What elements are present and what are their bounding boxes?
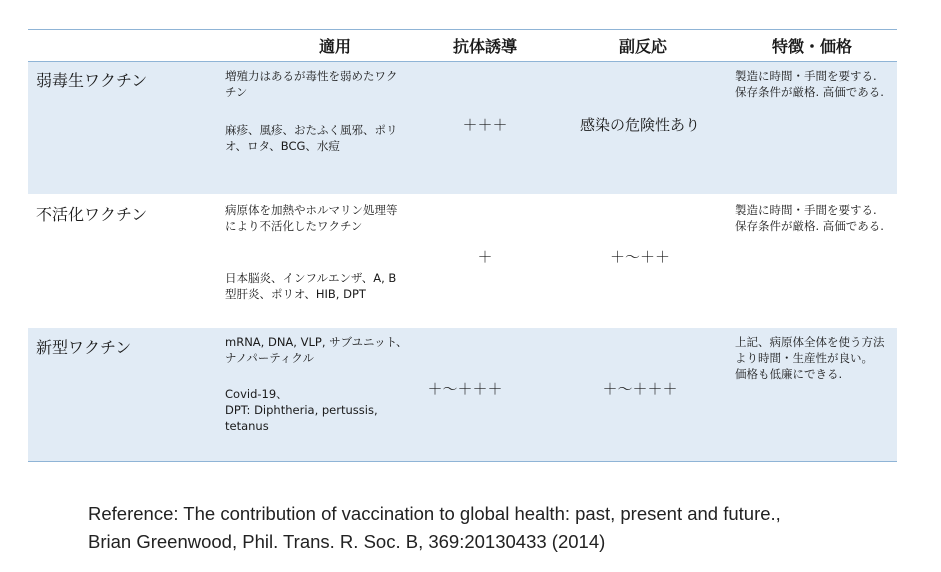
cell-antibody-inactivated: ＋ bbox=[477, 248, 493, 266]
cell-side-effect-new: ＋～＋＋＋ bbox=[602, 380, 678, 398]
cell-application-examples-inactivated: 日本脳炎、インフルエンザ、A, B 型肝炎、ポリオ、HIB, DPT bbox=[225, 271, 397, 301]
cell-application-examples-new: Covid-19、 DPT: Diphtheria, pertussis, tetanus bbox=[225, 387, 378, 433]
reference-line-2: Brian Greenwood, Phil. Trans. R. Soc. B, 369:20130433 (2014) bbox=[88, 531, 606, 552]
reference-citation bbox=[88, 500, 781, 556]
header-side-effect: 副反応 bbox=[618, 37, 667, 56]
row-name-live: 弱毒生ワクチン bbox=[36, 71, 148, 90]
row-name-inactivated: 不活化ワクチン bbox=[36, 205, 148, 224]
header-feature-price: 特徴・価格 bbox=[771, 37, 852, 56]
cell-antibody-new: ＋～＋＋＋ bbox=[427, 380, 503, 398]
cell-application-desc-new: mRNA, DNA, VLP, サブユニット、ナノパーティクル bbox=[225, 335, 408, 365]
table-top-rule bbox=[28, 29, 897, 30]
row-name-new: 新型ワクチン bbox=[36, 338, 132, 357]
header-rule bbox=[28, 61, 897, 62]
cell-feature-live: 製造に時間・手間を要する. 保存条件が厳格. 高価である. bbox=[735, 69, 884, 99]
cell-application-desc-live: 増殖力はあるが毒性を弱めたワクチン bbox=[225, 69, 398, 99]
header-antibody: 抗体誘導 bbox=[452, 37, 517, 56]
cell-feature-new: 上記、病原体全体を使う方法より時間・生産性が良い。 価格も低廉にできる. bbox=[735, 335, 885, 381]
cell-application-examples-live: 麻疹、風疹、おたふく風邪、ポリオ、ロタ、BCG、水痘 bbox=[225, 123, 398, 153]
cell-feature-inactivated: 製造に時間・手間を要する. 保存条件が厳格. 高価である. bbox=[735, 203, 884, 233]
table-bottom-rule bbox=[28, 461, 897, 462]
header-application: 適用 bbox=[318, 37, 351, 56]
reference-line-1: Reference: The contribution of vaccination to global health: past, present and future., bbox=[88, 503, 781, 524]
cell-application-desc-inactivated: 病原体を加熱やホルマリン処理等により不活化したワクチン bbox=[225, 203, 398, 233]
cell-antibody-live: ＋＋＋ bbox=[462, 116, 508, 134]
cell-side-effect-live: 感染の危険性あり bbox=[579, 116, 700, 134]
cell-side-effect-inactivated: ＋～＋＋ bbox=[609, 248, 670, 266]
